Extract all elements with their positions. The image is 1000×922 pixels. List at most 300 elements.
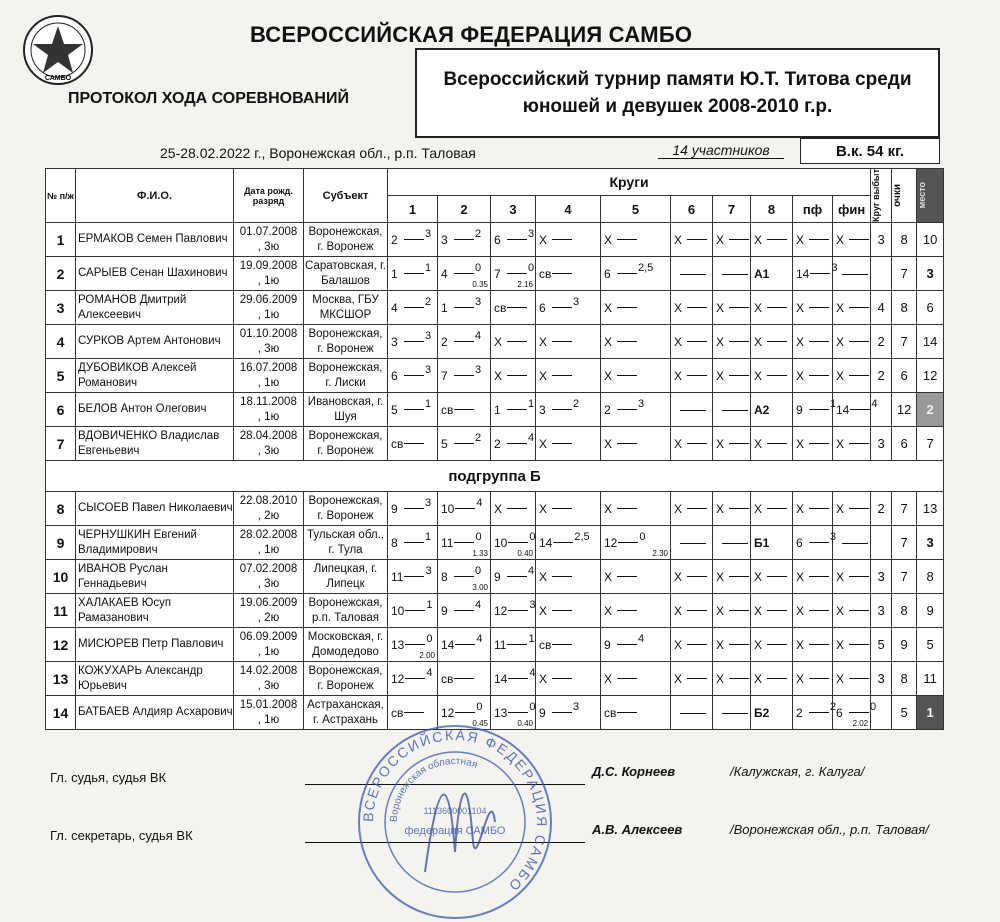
svg-text:Воронежская областная: Воронежская областная — [388, 755, 479, 823]
participant-number: 14 — [46, 696, 76, 730]
bout-cell — [751, 594, 793, 628]
bout-cell — [751, 223, 793, 257]
participant-row — [46, 257, 944, 291]
bout-cell — [713, 526, 751, 560]
participant-name: ЧЕРНУШКИН Евгений Владимирович — [76, 526, 234, 560]
bout-cell — [671, 662, 713, 696]
participant-row — [46, 662, 944, 696]
points-value: 7 — [892, 560, 917, 594]
bout-opponent: X — [539, 569, 548, 584]
bout-opponent: X — [604, 671, 613, 686]
bout-score: 3 — [425, 329, 432, 342]
round-header-9: пф — [793, 196, 833, 223]
place-value: 3 — [917, 257, 944, 291]
bout-opponent: 3 — [539, 402, 546, 417]
bout-score: 2 — [830, 700, 837, 713]
bout-opponent: X — [674, 436, 683, 451]
bout-score: 3 — [475, 295, 482, 308]
participant-number: 3 — [46, 291, 76, 325]
participants-count: 14 участников — [658, 142, 784, 159]
protocol-title: ПРОТОКОЛ ХОДА СОРЕВНОВАНИЙ — [68, 90, 349, 107]
participant-name: БЕЛОВ Антон Олегович — [76, 393, 234, 427]
bout-score: 2 — [425, 295, 432, 308]
bout-opponent: 3 — [391, 334, 398, 349]
bout-cell — [536, 628, 601, 662]
bout-cell — [491, 662, 536, 696]
bout-opponent: X — [796, 501, 805, 516]
bout-cell — [601, 696, 671, 730]
bout-opponent: X — [716, 671, 725, 686]
bout-opponent: X — [796, 603, 805, 618]
col-name: Ф.И.О. — [76, 169, 234, 223]
bout-cell — [438, 427, 491, 461]
place-value: 6 — [917, 291, 944, 325]
points-value: 7 — [892, 492, 917, 526]
bout-opponent: 1 — [391, 266, 398, 281]
bout-score: 1 — [425, 397, 432, 410]
participant-name: БАТБАЕВ Алдияр Асхарович — [76, 696, 234, 730]
bout-opponent: 10 — [441, 501, 455, 516]
bout-opponent: X — [836, 334, 845, 349]
bout-cell — [671, 427, 713, 461]
date-place: 25-28.02.2022 г., Воронежская обл., р.п. Таловая — [160, 145, 476, 161]
logo-text: САМБО — [44, 75, 72, 82]
bout-cell — [713, 291, 751, 325]
bout-opponent: 2 — [441, 334, 448, 349]
bout-score: 0 — [529, 700, 536, 713]
bout-opponent: 6 — [494, 232, 501, 247]
participant-name: СЫСОЕВ Павел Николаевич — [76, 492, 234, 526]
bout-cell — [793, 291, 833, 325]
round-header-10: фин — [833, 196, 871, 223]
bout-opponent: 14 — [494, 671, 508, 686]
out-round-value: 3 — [871, 594, 892, 628]
bout-opponent: св — [604, 705, 617, 720]
participant-number: 8 — [46, 492, 76, 526]
place-value: 14 — [917, 325, 944, 359]
bout-cell — [833, 628, 871, 662]
bout-score: 4 — [638, 632, 645, 645]
bout-cell — [671, 393, 713, 427]
bout-opponent: 14 — [539, 535, 553, 550]
bout-cell — [601, 492, 671, 526]
bout-opponent: X — [716, 569, 725, 584]
bout-score: 1 — [528, 632, 535, 645]
bout-opponent: 2 — [796, 705, 803, 720]
bout-score: 3 — [529, 598, 536, 611]
bout-cell — [671, 291, 713, 325]
participant-number: 12 — [46, 628, 76, 662]
tournament-line-2: юношей и девушек 2008-2010 г.р. — [522, 96, 833, 117]
bout-cell — [833, 325, 871, 359]
bout-score: 0 — [475, 261, 482, 274]
subgroup-b-title: подгруппа Б — [46, 461, 944, 492]
out-round-value: 5 — [871, 628, 892, 662]
out-round-value: 2 — [871, 492, 892, 526]
bout-opponent: X — [604, 603, 613, 618]
bout-opponent: X — [716, 436, 725, 451]
place-value: 7 — [917, 427, 944, 461]
bout-cell — [438, 560, 491, 594]
bout-opponent: X — [604, 569, 613, 584]
bout-opponent: 11 — [441, 535, 454, 550]
participant-row — [46, 560, 944, 594]
bout-opponent: 12 — [391, 671, 405, 686]
bout-score: 1 — [830, 397, 837, 410]
bout-opponent: 10 — [494, 535, 508, 550]
bout-opponent: 5 — [441, 436, 448, 451]
bout-time: 2.16 — [517, 280, 533, 289]
bout-cell — [491, 223, 536, 257]
bout-score: 2,5 — [638, 261, 654, 274]
bout-score: 4 — [529, 666, 536, 679]
svg-text:федерация САМБО: федерация САМБО — [404, 825, 506, 837]
bout-opponent: X — [754, 368, 763, 383]
bout-cell — [438, 359, 491, 393]
bout-cell — [793, 257, 838, 291]
bout-opponent: X — [716, 334, 725, 349]
bout-cell — [491, 427, 536, 461]
secretary-name: А.В. Алексеев — [592, 822, 683, 837]
participant-row — [46, 526, 944, 560]
birth-date-rank: 19.06.2009 , 2ю — [234, 594, 304, 628]
bout-cell — [793, 594, 833, 628]
bout-score: 0 — [529, 530, 536, 543]
bout-opponent: X — [604, 501, 613, 516]
bout-cell — [713, 662, 751, 696]
bout-opponent: X — [754, 334, 763, 349]
out-round-value: 3 — [871, 662, 892, 696]
bout-opponent: X — [674, 637, 683, 652]
bout-cell — [671, 696, 713, 730]
col-out-round: Круг выбыт — [871, 169, 892, 223]
bout-cell — [671, 492, 713, 526]
bout-cell — [536, 291, 601, 325]
bout-opponent: X — [604, 436, 613, 451]
bout-opponent: 3 — [441, 232, 448, 247]
bout-cell — [833, 526, 871, 560]
bout-cell — [601, 560, 671, 594]
bout-opponent: 9 — [494, 569, 501, 584]
bout-cell — [601, 594, 671, 628]
judge-label: Гл. судья, судья ВК — [50, 770, 167, 785]
birth-date-rank: 28.02.2008 , 1ю — [234, 526, 304, 560]
col-points: очки — [892, 169, 917, 223]
bout-cell — [388, 291, 438, 325]
bout-opponent: X — [539, 368, 548, 383]
bout-opponent: X — [796, 232, 805, 247]
participant-subject: Тульская обл., г. Тула — [304, 526, 388, 560]
participant-name: ДУБОВИКОВ Алексей Романович — [76, 359, 234, 393]
protocol-table — [45, 168, 944, 730]
bout-cell — [388, 393, 438, 427]
bout-cell — [793, 492, 833, 526]
bout-opponent: X — [539, 436, 548, 451]
round-header-5: 5 — [601, 196, 671, 223]
bout-opponent: X — [716, 368, 725, 383]
birth-date-rank: 07.02.2008 , 3ю — [234, 560, 304, 594]
bout-cell — [536, 662, 601, 696]
bout-opponent: 12 — [494, 603, 508, 618]
bout-opponent: X — [604, 334, 613, 349]
bout-cell — [601, 427, 671, 461]
bout-opponent: 1 — [494, 402, 501, 417]
bout-opponent: X — [494, 334, 503, 349]
bout-cell — [536, 492, 601, 526]
bout-score: 0 — [426, 632, 433, 645]
participant-name: ИВАНОВ Руслан Геннадьевич — [76, 560, 234, 594]
bout-cell — [671, 628, 713, 662]
bout-opponent: 1 — [441, 300, 448, 315]
bout-cell — [491, 492, 536, 526]
bout-cell — [713, 359, 751, 393]
bout-opponent: X — [754, 501, 763, 516]
out-round-value — [871, 526, 892, 560]
bout-score: 4 — [871, 397, 878, 410]
tournament-box — [415, 48, 940, 138]
bout-time: 3.00 — [472, 583, 488, 592]
bout-opponent: X — [674, 671, 683, 686]
bout-cell — [536, 526, 601, 560]
birth-date-rank: 16.07.2008 , 1ю — [234, 359, 304, 393]
col-date: Дата рожд. разряд — [234, 169, 304, 223]
bout-score: 4 — [476, 496, 483, 509]
secretary-label: Гл. секретарь, судья ВК — [50, 828, 193, 843]
out-round-value: 4 — [871, 291, 892, 325]
bout-cell — [388, 223, 438, 257]
bout-time: 1.33 — [472, 549, 488, 558]
bout-opponent: 6 — [604, 266, 611, 281]
bout-opponent: X — [796, 368, 805, 383]
participant-number: 6 — [46, 393, 76, 427]
bout-cell — [751, 560, 793, 594]
bout-cell — [751, 427, 793, 461]
bout-score: 3 — [528, 227, 535, 240]
bout-opponent: X — [836, 603, 845, 618]
bout-cell — [438, 393, 491, 427]
bout-opponent: X — [674, 334, 683, 349]
bout-cell — [793, 628, 833, 662]
svg-text:1113600001104: 1113600001104 — [423, 806, 487, 816]
bout-cell — [751, 291, 793, 325]
bout-cell — [388, 492, 438, 526]
bout-score: 3 — [425, 363, 432, 376]
bout-opponent: X — [836, 501, 845, 516]
bout-opponent: X — [836, 569, 845, 584]
participant-subject: Ивановская, г. Шуя — [304, 393, 388, 427]
judge-name: Д.С. Корнеев — [592, 764, 676, 779]
bout-opponent: X — [836, 637, 845, 652]
participant-name: СУРКОВ Артем Антонович — [76, 325, 234, 359]
bout-opponent: X — [674, 368, 683, 383]
bout-opponent: X — [796, 436, 805, 451]
bout-cell — [388, 662, 438, 696]
place-value: 3 — [917, 526, 944, 560]
bout-opponent: 12 — [604, 535, 618, 550]
bout-cell — [438, 526, 491, 560]
bout-time: 2.02 — [852, 719, 869, 728]
weight-class: В.к. 54 кг. — [800, 138, 940, 164]
bout-opponent: 6 — [836, 705, 843, 720]
bout-opponent: X — [754, 300, 763, 315]
bout-cell — [438, 594, 491, 628]
participant-number: 7 — [46, 427, 76, 461]
bout-opponent: X — [754, 436, 763, 451]
round-header-8: 8 — [751, 196, 793, 223]
bout-cell — [438, 223, 491, 257]
bout-opponent: X — [754, 569, 763, 584]
bout-opponent: X — [539, 232, 548, 247]
bout-cell — [438, 628, 491, 662]
bout-cell — [536, 594, 601, 628]
bout-cell — [491, 257, 536, 291]
bout-opponent: св — [441, 671, 454, 686]
participant-name: ВДОВИЧЕНКО Владислав Евгеньевич — [76, 427, 234, 461]
birth-date-rank: 06.09.2009 , 1ю — [234, 628, 304, 662]
bout-cell — [536, 560, 601, 594]
bout-cell — [601, 257, 671, 291]
bout-time: 2.30 — [652, 549, 668, 558]
birth-date-rank: 19.09.2008 , 1ю — [234, 257, 304, 291]
participant-row — [46, 359, 944, 393]
participant-row — [46, 427, 944, 461]
participant-subject: Саратовская, г. Балашов — [304, 257, 388, 291]
bout-opponent: X — [716, 637, 725, 652]
participant-subject: Астраханская, г. Астрахань — [304, 696, 388, 730]
bout-opponent: 2 — [604, 402, 611, 417]
bout-cell — [388, 560, 438, 594]
bout-cell — [833, 223, 871, 257]
bout-opponent: 6 — [539, 300, 546, 315]
birth-date-rank: 15.01.2008 , 1ю — [234, 696, 304, 730]
bout-cell — [601, 291, 671, 325]
col-num: № п/ж — [46, 169, 76, 223]
points-value: 7 — [892, 325, 917, 359]
bout-cell — [793, 325, 833, 359]
bout-opponent: 14 — [796, 266, 810, 281]
bout-opponent: 6 — [391, 368, 398, 383]
bout-cell — [751, 628, 793, 662]
bout-cell — [751, 325, 793, 359]
bout-opponent: X — [674, 232, 683, 247]
place-value: 11 — [917, 662, 944, 696]
points-value: 12 — [892, 393, 917, 427]
bout-opponent: св — [391, 705, 404, 720]
participant-subject: Воронежская, г. Лиски — [304, 359, 388, 393]
bout-cell — [713, 325, 751, 359]
bout-cell — [793, 427, 833, 461]
place-value: 9 — [917, 594, 944, 628]
bout-opponent: X — [604, 368, 613, 383]
bout-score: 3 — [638, 397, 645, 410]
bout-opponent: X — [604, 300, 613, 315]
bout-opponent: X — [674, 603, 683, 618]
bout-opponent: 4 — [441, 266, 448, 281]
place-value: 10 — [917, 223, 944, 257]
place-value: 5 — [917, 628, 944, 662]
bout-opponent: А1 — [754, 266, 770, 281]
round-header-4: 4 — [536, 196, 601, 223]
bout-cell — [388, 359, 438, 393]
participant-number: 2 — [46, 257, 76, 291]
bout-time: 2.00 — [419, 651, 435, 660]
bout-opponent: 9 — [539, 705, 546, 720]
bout-cell — [601, 526, 671, 560]
bout-score: 3 — [830, 530, 837, 543]
bout-cell — [833, 492, 871, 526]
place-value: 13 — [917, 492, 944, 526]
bout-score: 3 — [831, 261, 838, 274]
bout-opponent: X — [796, 334, 805, 349]
bout-cell — [491, 359, 536, 393]
bout-cell — [536, 359, 601, 393]
bout-cell — [833, 359, 871, 393]
bout-opponent: 10 — [391, 603, 405, 618]
bout-score: 1 — [528, 397, 535, 410]
bout-opponent: 14 — [836, 402, 850, 417]
bout-score: 4 — [475, 329, 482, 342]
bout-cell — [491, 325, 536, 359]
bout-opponent: 2 — [494, 436, 501, 451]
bout-cell — [751, 526, 793, 560]
svg-text:ВСЕРОССИЙСКАЯ ФЕДЕРАЦИЯ САМБО: ВСЕРОССИЙСКАЯ ФЕДЕРАЦИЯ САМБО — [359, 726, 551, 896]
bout-opponent: X — [754, 671, 763, 686]
official-stamp — [355, 722, 555, 922]
bout-score: 4 — [528, 431, 535, 444]
federation-title: ВСЕРОССИЙСКАЯ ФЕДЕРАЦИЯ САМБО — [250, 22, 693, 47]
round-header-2: 2 — [438, 196, 491, 223]
points-value: 8 — [892, 223, 917, 257]
points-value: 8 — [892, 594, 917, 628]
bout-cell — [438, 257, 491, 291]
bout-score: 0 — [870, 700, 877, 713]
bout-score: 4 — [426, 666, 433, 679]
bout-score: 3 — [425, 564, 432, 577]
bout-time: 0.45 — [472, 719, 488, 728]
bout-cell — [601, 393, 671, 427]
bout-opponent: 13 — [494, 705, 508, 720]
bout-opponent: X — [836, 232, 845, 247]
bout-cell — [713, 427, 751, 461]
bout-cell — [793, 696, 837, 730]
bout-cell — [833, 257, 871, 291]
bout-score: 3 — [573, 700, 580, 713]
bout-opponent: 7 — [494, 266, 501, 281]
bout-score: 2,5 — [574, 530, 590, 543]
bout-cell — [671, 359, 713, 393]
participant-name: РОМАНОВ Дмитрий Алексеевич — [76, 291, 234, 325]
participant-subject: Воронежская, р.п. Таловая — [304, 594, 388, 628]
participant-subject: Воронежская, г. Воронеж — [304, 325, 388, 359]
bout-cell — [536, 393, 601, 427]
participant-name: САРЫЕВ Сенан Шахинович — [76, 257, 234, 291]
bout-score: 0 — [476, 700, 483, 713]
participant-name: МИСЮРЕВ Петр Павлович — [76, 628, 234, 662]
bout-cell — [438, 325, 491, 359]
bout-opponent: X — [796, 569, 805, 584]
bout-cell — [833, 291, 871, 325]
bout-score: 2 — [475, 431, 482, 444]
bout-score: 0 — [475, 564, 482, 577]
bout-opponent: 4 — [391, 300, 398, 315]
bout-cell — [601, 662, 671, 696]
points-value: 9 — [892, 628, 917, 662]
bout-cell — [671, 594, 713, 628]
bout-cell — [388, 526, 438, 560]
round-header-7: 7 — [713, 196, 751, 223]
participant-subject: Липецкая, г. Липецк — [304, 560, 388, 594]
bout-score: 4 — [476, 632, 483, 645]
